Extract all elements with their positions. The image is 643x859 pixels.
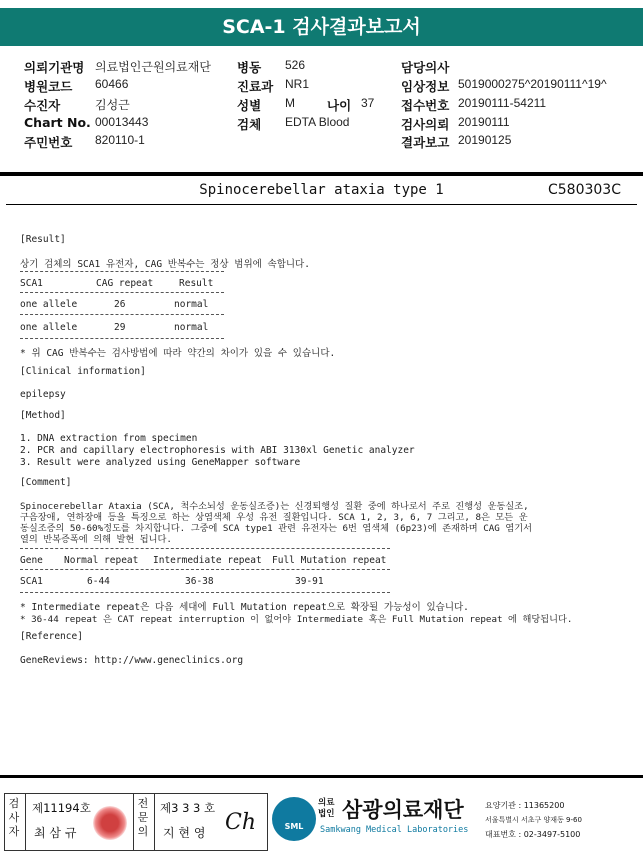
comment-line-3: 동실조증의 50-60%정도를 차지합니다. 그중에 SCA type1 관련 유전자는 6번 염색체 (6p23)에 존재하며 CAG 염기서 xyxy=(20,523,532,534)
header-divider xyxy=(0,172,643,176)
result-heading: [Result] xyxy=(20,234,66,245)
result-col-cag: CAG repeat xyxy=(96,278,154,289)
result-note: * 위 CAG 반복수는 검사방법에 따라 약간의 차이가 있을 수 있습니다. xyxy=(20,348,336,359)
comment-row-intermediate: 36-38 xyxy=(185,576,214,587)
footer-divider xyxy=(0,775,643,778)
comment-table-rule xyxy=(20,569,390,570)
id-no-label: 주민번호 xyxy=(24,135,73,150)
result-rule xyxy=(20,314,224,315)
chart-no-label: Chart No. xyxy=(24,115,91,130)
specialist-label: 전문의 xyxy=(137,797,149,838)
result-rule xyxy=(20,292,224,293)
patient-label: 수진자 xyxy=(24,98,61,113)
patient-info xyxy=(0,52,643,152)
method-heading: [Method] xyxy=(20,410,66,421)
ward-label: 병동 xyxy=(237,60,262,75)
result-summary: 상기 검체의 SCA1 유전자, CAG 반복수는 정상 범위에 속합니다. xyxy=(20,259,310,270)
org-name: 삼광의료재단 xyxy=(342,798,464,822)
result-row-2-result: normal xyxy=(174,322,209,333)
comment-row-normal: 6-44 xyxy=(87,576,110,587)
comment-col-full: Full Mutation repeat xyxy=(272,555,387,566)
method-step-2: 2. PCR and capillary electrophoresis with ABI 3130xl Genetic analyzer xyxy=(20,445,415,456)
vertical-separator xyxy=(154,794,155,850)
result-row-1-allele: one allele xyxy=(20,299,78,310)
clinical-heading: [Clinical information] xyxy=(20,366,146,377)
comment-table-rule xyxy=(20,548,390,549)
vertical-separator xyxy=(133,794,134,850)
comment-note-1: * Intermediate repeat은 다음 세대에 Full Mutation repeat으로 확장될 가능성이 있습니다. xyxy=(20,602,469,613)
age-value: 37 xyxy=(361,96,375,110)
org-address: 서울특별시 서초구 양재동 9-60 xyxy=(485,816,582,824)
sml-logo xyxy=(272,797,316,841)
comment-note-2: * 36-44 repeat 은 CAT repeat interruption 이 없어야 Intermediate 혹은 Full Mutation repeat 에 해당됩니다. xyxy=(20,614,573,625)
hospital-code-value: 60466 xyxy=(95,77,129,91)
signature-box xyxy=(4,793,268,851)
specimen-value: EDTA Blood xyxy=(285,115,350,129)
vertical-separator xyxy=(25,794,26,850)
sml-logo-text: SML xyxy=(284,822,304,831)
examiner-label: 검사자 xyxy=(8,797,20,838)
report-title: SCA-1 검사결과보고서 xyxy=(0,8,643,46)
reference-heading: [Reference] xyxy=(20,631,83,642)
comment-line-4: 열의 반복증폭에 의해 발현 됩니다. xyxy=(20,534,172,545)
dept-label: 진료과 xyxy=(237,79,274,94)
doctor-label: 담당의사 xyxy=(401,60,450,75)
clinical-label: 임상정보 xyxy=(401,79,450,94)
age-label: 나이 xyxy=(327,98,352,113)
comment-row-gene: SCA1 xyxy=(20,576,43,587)
comment-col-intermediate: Intermediate repeat xyxy=(153,555,262,566)
org-prefix: 의료법인 xyxy=(318,798,335,819)
result-row-2-allele: one allele xyxy=(20,322,78,333)
hospital-code-label: 병원코드 xyxy=(24,79,73,94)
specialist-signature: Ch xyxy=(225,810,257,835)
examiner-number: 제11194호 xyxy=(32,801,91,815)
comment-col-normal: Normal repeat xyxy=(64,555,139,566)
chart-no-value: 00013443 xyxy=(95,115,149,129)
reference-text: GeneReviews: http://www.geneclinics.org xyxy=(20,655,244,666)
ward-value: 526 xyxy=(285,58,306,72)
test-code: C580303C xyxy=(548,182,621,198)
comment-table-rule xyxy=(20,592,390,593)
comment-heading: [Comment] xyxy=(20,477,72,488)
examiner-name: 최 삼 규 xyxy=(34,826,77,840)
clinical-value: 5019000275^20190111^19^ xyxy=(458,77,607,91)
result-row-1-result: normal xyxy=(174,299,209,310)
result-col-result: Result xyxy=(179,278,214,289)
report-date-value: 20190125 xyxy=(458,133,512,147)
result-row-2-cag: 29 xyxy=(114,322,126,333)
org-phone: 대표번호 : 02-3497-5100 xyxy=(485,830,581,839)
request-value: 20190111 xyxy=(458,115,510,129)
receipt-label: 접수번호 xyxy=(401,98,450,113)
comment-line-2: 구음장애, 연하장애 등을 특징으로 하는 상염색체 우성 유전 질환입니다. SCA 1, 2, 3, 6, 7 그리고, 8은 모든 운 xyxy=(20,512,528,523)
sex-label: 성별 xyxy=(237,98,262,113)
result-col-sca1: SCA1 xyxy=(20,278,43,289)
org-code: 요양기관 : 11365200 xyxy=(485,801,565,810)
patient-value: 김성근 xyxy=(95,98,130,112)
institution-value: 의료법인근원의료재단 xyxy=(95,60,211,74)
sex-value: M xyxy=(285,96,295,110)
method-step-1: 1. DNA extraction from specimen xyxy=(20,433,198,444)
comment-col-gene: Gene xyxy=(20,555,43,566)
specimen-label: 검체 xyxy=(237,117,262,132)
clinical-text: epilepsy xyxy=(20,389,66,400)
comment-row-full: 39-91 xyxy=(295,576,324,587)
test-name: Spinocerebellar ataxia type 1 xyxy=(199,182,444,198)
result-row-1-cag: 26 xyxy=(114,299,126,310)
dept-value: NR1 xyxy=(285,77,310,91)
test-name-divider xyxy=(6,204,637,205)
examiner-seal xyxy=(93,806,127,840)
org-english: Samkwang Medical Laboratories xyxy=(320,825,469,835)
request-label: 검사의뢰 xyxy=(401,117,450,132)
specialist-name: 지 현 영 xyxy=(163,826,206,840)
method-step-3: 3. Result were analyzed using GeneMapper software xyxy=(20,457,301,468)
specialist-number: 제3 3 3 호 xyxy=(160,801,216,815)
receipt-value: 20190111-54211 xyxy=(458,96,547,110)
comment-line-1: Spinocerebellar Ataxia (SCA, 척수소뇌성 운동실조증)는 신경퇴행성 질환 중에 하나로서 주로 진행성 운동실조, xyxy=(20,501,529,512)
id-no-value: 820110-1 xyxy=(95,133,145,147)
result-rule xyxy=(20,271,224,272)
report-date-label: 결과보고 xyxy=(401,135,450,150)
result-rule xyxy=(20,338,224,339)
institution-label: 의뢰기관명 xyxy=(24,60,85,75)
